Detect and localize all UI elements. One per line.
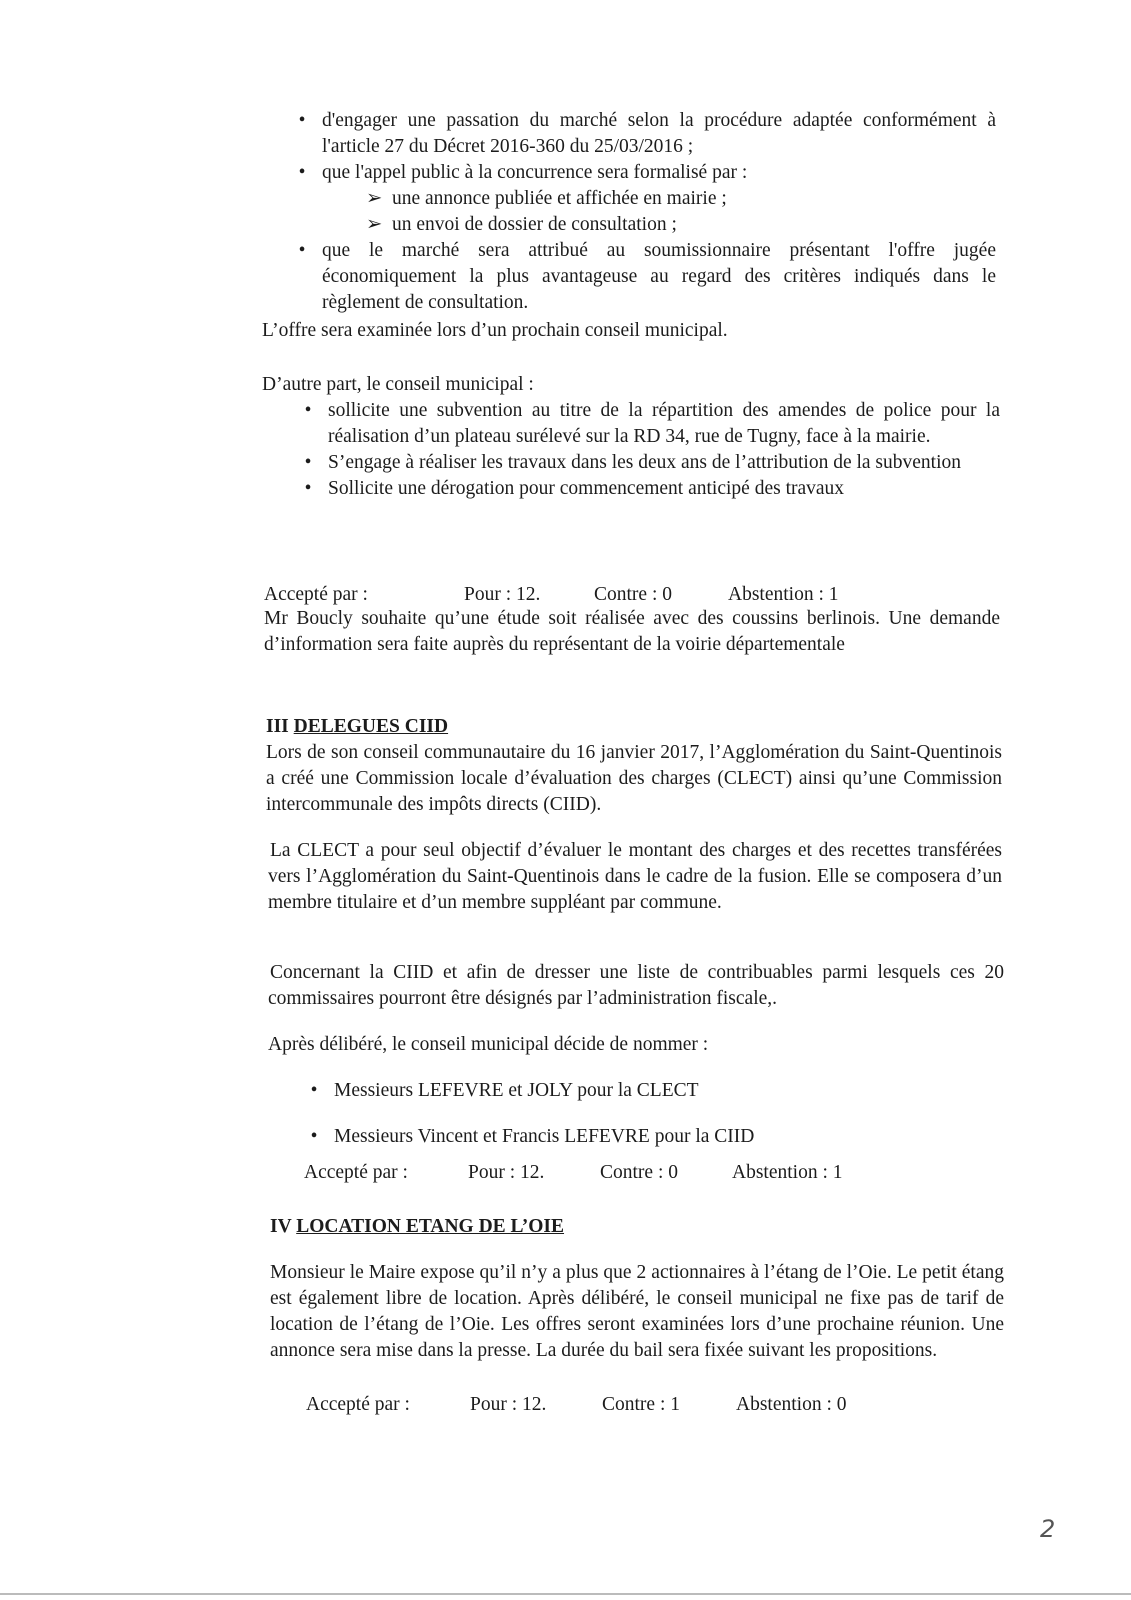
list-item-text: Messieurs LEFEVRE et JOLY pour la CLECT — [334, 1080, 699, 1101]
list-item-text: S’engage à réaliser les travaux dans les deux ans de l’attribution de la subvention — [328, 452, 962, 473]
vote-result — [304, 1160, 843, 1186]
boucly-note: Mr Boucly souhaite qu’une étude soit réalisée avec des coussins berlinois. Une demande d’information sera faite auprès du représentant de la voirie départementale — [264, 608, 1000, 655]
council-list — [296, 398, 1000, 502]
section-heading — [266, 714, 448, 740]
bullet-icon: • — [304, 452, 312, 473]
bullet-icon: • — [298, 240, 306, 261]
paragraph: Après délibéré, le conseil municipal décide de nommer : — [268, 1034, 709, 1055]
procedure-list — [290, 108, 996, 316]
vote-label: Accepté par : — [306, 1394, 410, 1415]
paragraph: La CLECT a pour seul objectif d’évaluer le montant des charges et des recettes transférées vers l’Agglomération du Saint-Quentinois dans le cadre de la fusion. Elle se composera d’un membre titulaire et d’un membre suppléant par commune. — [268, 840, 1002, 913]
section-heading — [270, 1214, 564, 1240]
vote-contre: Contre : 0 — [600, 1162, 678, 1183]
list-item — [290, 108, 996, 160]
list-item-text: que le marché sera attribué au soumissionnaire présentant l'offre jugée économiquement la plus avantageuse au regard des critères indiqués dans le règlement de consultation. — [322, 240, 996, 313]
paragraph: Lors de son conseil communautaire du 16 janvier 2017, l’Agglomération du Saint-Quentinois a créé une Commission locale d’évaluation des charges (CLECT) ainsi qu’une Commission intercommunale des impôts directs (CIID). — [266, 742, 1002, 815]
sub-list — [290, 186, 996, 238]
bullet-icon: • — [310, 1080, 318, 1101]
vote-abstention: Abstention : 1 — [732, 1162, 843, 1183]
vote-result — [306, 1392, 847, 1418]
list-item — [296, 476, 1000, 502]
page-number: 2 — [1040, 1515, 1056, 1543]
section-number: IV — [270, 1216, 292, 1237]
paragraph: Monsieur le Maire expose qu’il n’y a plus que 2 actionnaires à l’étang de l’Oie. Le petit étang est également libre de location. Après délibéré, le conseil municipal ne fixe pas de tarif de location de l’étang de l’Oie. Les offres seront examinées lors d’une prochaine réunion. Une annonce sera mise dans la presse. La durée du bail sera fixée suivant les propositions. — [270, 1262, 1004, 1361]
vote-pour: Pour : 12. — [468, 1162, 545, 1183]
paragraph: Concernant la CIID et afin de dresser une liste de contribuables parmi lesquels ces 20 commissaires pourront être désignés par l’administration fiscale,. — [268, 962, 1004, 1009]
bullet-icon: • — [304, 478, 312, 499]
appointment-list — [302, 1078, 1002, 1150]
vote-result — [264, 582, 839, 608]
vote-contre: Contre : 0 — [594, 584, 672, 605]
list-item-text: Sollicite une dérogation pour commencement anticipé des travaux — [328, 478, 845, 499]
section-title: LOCATION ETANG DE L’OIE — [296, 1216, 565, 1237]
bullet-icon: • — [298, 110, 306, 131]
sub-list-item-text: une annonce publiée et affichée en mairie ; — [392, 188, 727, 209]
list-item — [290, 160, 996, 186]
list-item-text: d'engager une passation du marché selon la procédure adaptée conformément à l'article 27 du Décret 2016-360 du 25/03/2016 ; — [322, 110, 996, 157]
other-intro: D’autre part, le conseil municipal : — [262, 374, 534, 395]
section-number: III — [266, 716, 289, 737]
sub-list-item — [366, 212, 996, 238]
list-item — [302, 1124, 1002, 1150]
offer-line: L’offre sera examinée lors d’un prochain conseil municipal. — [262, 320, 728, 341]
sub-list-item-text: un envoi de dossier de consultation ; — [392, 214, 677, 235]
bullet-icon: • — [298, 162, 306, 183]
scan-edge-divider — [0, 1593, 1131, 1595]
list-item — [296, 398, 1000, 450]
list-item-text: sollicite une subvention au titre de la répartition des amendes de police pour la réalisation d’un plateau surélevé sur la RD 34, rue de Tugny, face à la mairie. — [328, 400, 1000, 447]
arrow-bullet-icon: ➢ — [366, 214, 383, 235]
list-item-text: que l'appel public à la concurrence sera formalisé par : — [322, 162, 748, 183]
sub-list-item — [366, 186, 996, 212]
vote-abstention: Abstention : 1 — [728, 584, 839, 605]
vote-label: Accepté par : — [264, 584, 368, 605]
list-item-text: Messieurs Vincent et Francis LEFEVRE pour la CIID — [334, 1126, 755, 1147]
bullet-icon: • — [304, 400, 312, 421]
arrow-bullet-icon: ➢ — [366, 188, 383, 209]
vote-pour: Pour : 12. — [470, 1394, 547, 1415]
vote-pour: Pour : 12. — [464, 584, 541, 605]
vote-label: Accepté par : — [304, 1162, 408, 1183]
list-item — [302, 1078, 1002, 1104]
bullet-icon: • — [310, 1126, 318, 1147]
section-title: DELEGUES CIID — [293, 716, 449, 737]
vote-contre: Contre : 1 — [602, 1394, 680, 1415]
vote-abstention: Abstention : 0 — [736, 1394, 847, 1415]
list-item — [296, 450, 1000, 476]
list-item — [290, 238, 996, 316]
